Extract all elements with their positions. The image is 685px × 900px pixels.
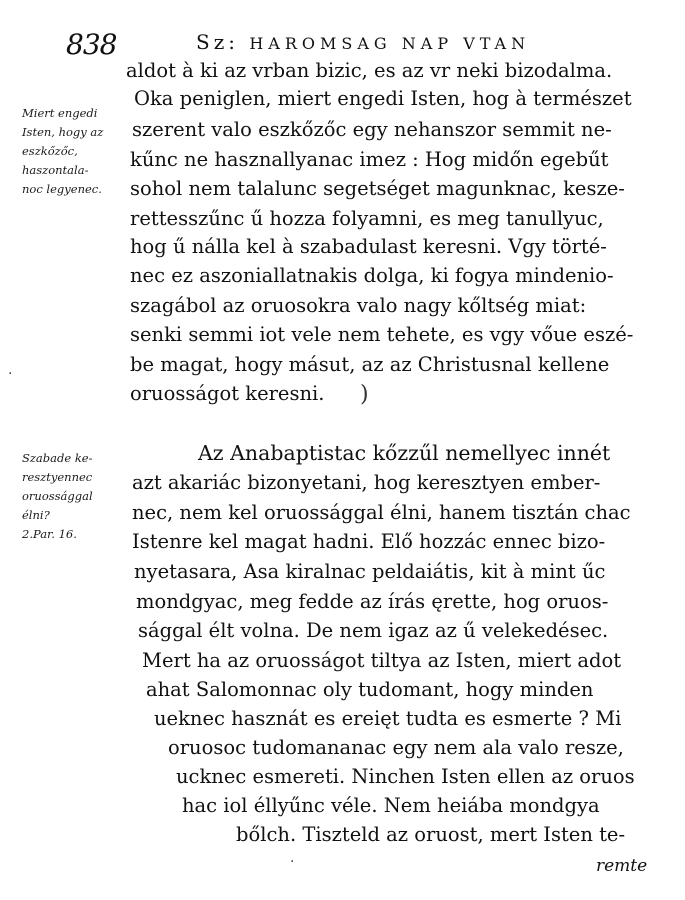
margin-note-line: resztyennec xyxy=(22,470,93,484)
text-line: be magat, hogy másut, az az Christusnal kellene xyxy=(130,353,610,376)
text-line: senki semmi iot vele nem tehete, es vgy vőue eszé- xyxy=(130,323,634,346)
margin-note-1 xyxy=(22,104,103,199)
text-line: Az Anabaptistac kőzzűl nemellyec innét xyxy=(198,441,611,465)
margin-note-line: 2.Par. 16. xyxy=(22,527,77,541)
margin-note-line: Isten, hogy az xyxy=(22,125,104,139)
text-line: azt akariác bizonyetani, hog keresztyen ember- xyxy=(132,471,601,494)
text-line: nec, nem kel oruossággal élni, hanem tisztán chac xyxy=(132,501,631,524)
text-line: nyetasara, Asa kiralnac peldaiátis, kit à mint űc xyxy=(134,560,606,583)
text-line: hog ű nálla kel à szabadulast keresni. Vgy törté- xyxy=(130,235,607,258)
margin-note-line: oruossággal xyxy=(22,489,93,503)
closing-bracket-mark: ) xyxy=(360,382,369,407)
running-head xyxy=(196,30,530,54)
text-line: ueknec hasznát es ereięt tudta es esmerte ? Mi xyxy=(154,707,622,730)
text-line: hac iol éllyűnc véle. Nem heiába mondgya xyxy=(182,794,600,817)
stray-mark: · xyxy=(290,854,295,870)
margin-note-line: élni? xyxy=(22,508,50,522)
text-line: mondgyac, meg fedde az írás ęrette, hog oruos- xyxy=(136,590,609,613)
text-line: bőlch. Tiszteld az oruost, mert Isten te- xyxy=(236,823,626,846)
text-line: Oka peniglen, miert engedi Isten, hog à természet xyxy=(134,87,632,110)
text-line: kűnc ne hasznallyanac imez : Hog midőn egebűt xyxy=(130,148,609,171)
text-line: oruosságot keresni. xyxy=(130,382,325,405)
page-number: 838 xyxy=(66,28,117,61)
margin-note-line: Szabade ke- xyxy=(22,451,93,465)
margin-note-line: Miert engedi xyxy=(22,106,98,120)
margin-note-line: haszontala- xyxy=(22,163,89,177)
text-line: rettesszűnc ű hozza folyamni, es meg tanullyuc, xyxy=(130,207,604,230)
text-line: ucknec esmereti. Ninchen Isten ellen az oruos xyxy=(176,765,635,788)
text-line: aldot à ki az vrban bizic, es az vr neki bizodalma. xyxy=(126,59,613,82)
text-line: sohol nem talalunc segetséget magunknac, kesze- xyxy=(130,177,625,200)
running-head-title: HAROMSAG NAP VTAN xyxy=(249,34,531,53)
margin-dot: · xyxy=(8,366,13,382)
text-line: szerent valo eszkőzőc egy nehanszor semmit ne- xyxy=(132,118,612,141)
text-line: nec ez aszoniallatnakis dolga, ki fogya mindenio- xyxy=(130,264,614,287)
text-line: sággal élt volna. De nem igaz az ű velekedésec. xyxy=(138,619,609,642)
running-head-prefix: Sz: xyxy=(196,30,239,54)
margin-note-line: eszkőzőc, xyxy=(22,144,78,158)
text-line: oruosoc tudomananac egy nem ala valo resze, xyxy=(168,736,624,759)
margin-note-line: noc legyenec. xyxy=(22,182,102,196)
text-line: ahat Salomonnac oly tudomant, hogy minden xyxy=(146,678,594,701)
text-line: szagábol az oruosokra valo nagy kőltség miat: xyxy=(130,294,587,317)
catchword: remte xyxy=(596,856,648,876)
text-line: Istenre kel magat hadni. Elő hozzác ennec bizo- xyxy=(132,530,606,553)
text-line: Mert ha az oruosságot tiltya az Isten, miert adot xyxy=(142,649,622,672)
margin-note-2 xyxy=(22,449,93,544)
